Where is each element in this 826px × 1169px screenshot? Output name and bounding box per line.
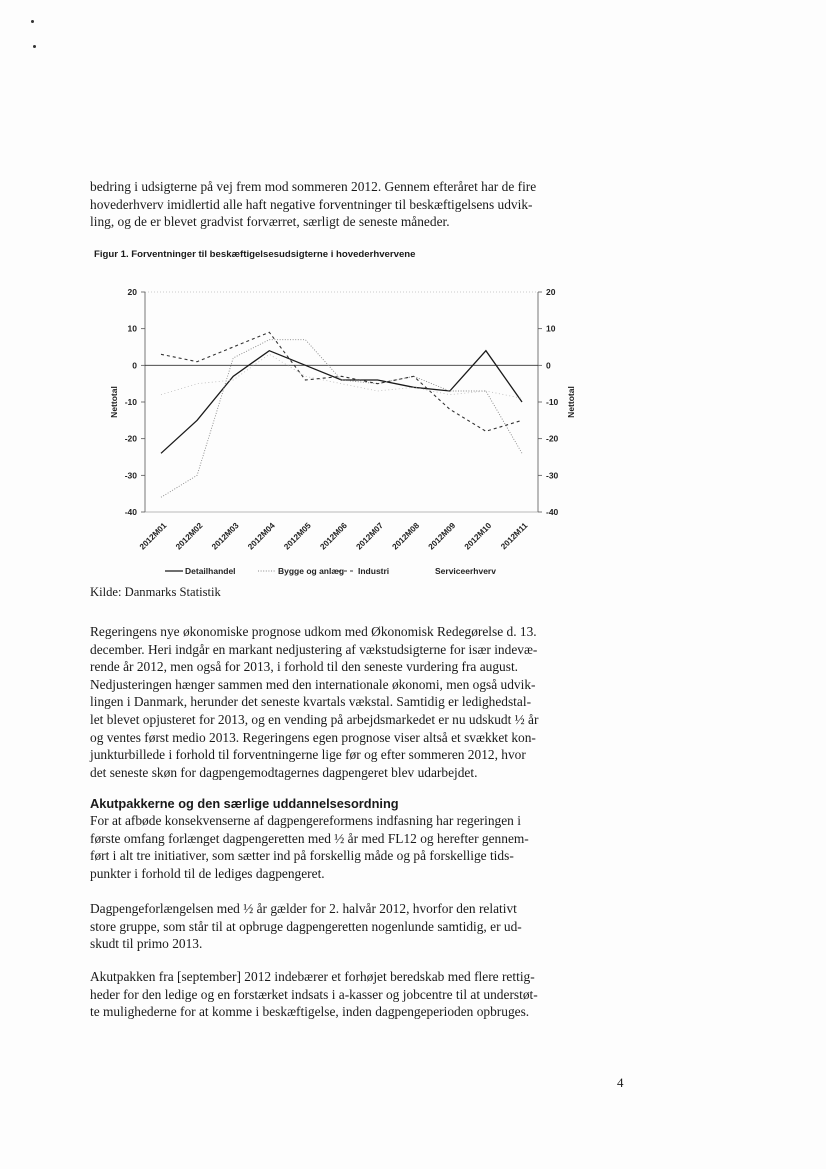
y-tick-label-right: -20 xyxy=(546,433,559,444)
text-line: store gruppe, som står til at opbruge dagpengeretten nogenlunde samtidig, er ud- xyxy=(90,918,522,934)
text-line: rende år 2012, men også for 2013, i forhold til den seneste vurdering fra august. xyxy=(90,659,519,675)
x-tick-label: 2012M07 xyxy=(354,521,386,552)
y-tick-label-left: -20 xyxy=(124,433,137,444)
y-tick-label-left: 0 xyxy=(132,360,137,371)
x-tick-label: 2012M06 xyxy=(318,521,349,552)
text-line: bedring i udsigterne på vej frem mod sommeren 2012. Gennem efteråret har de fire xyxy=(90,179,537,194)
x-tick-label: 2012M09 xyxy=(426,521,458,552)
text-line: let blevet opjusteret for 2013, og en vending på arbejdsmarkedet er nu udskudt ½ år xyxy=(90,711,539,727)
legend-label: Detailhandel xyxy=(185,566,236,576)
text-line: For at afbøde konsekvenserne af dagpengereformens indfasning har regeringen i xyxy=(90,813,521,828)
scan-speck xyxy=(33,45,36,48)
source-note: Kilde: Danmarks Statistik xyxy=(90,585,221,599)
x-tick-label: 2012M03 xyxy=(210,521,241,552)
intro-paragraph xyxy=(90,178,590,231)
akutpakke-paragraph xyxy=(90,968,590,1021)
text-line: junkturbillede i forhold til forventningerne lige før og efter sommeren 2012, hvor xyxy=(90,747,526,763)
legend-label: Industri xyxy=(358,566,390,576)
y-tick-label-right: 20 xyxy=(546,287,556,297)
x-tick-label: 2012M02 xyxy=(173,521,205,552)
page-number: 4 xyxy=(617,1075,624,1090)
scan-speck xyxy=(31,20,34,23)
text-line: Akutpakken fra [september] 2012 indebærer et forhøjet beredskab med flere rettig- xyxy=(90,969,535,984)
text-line: Regeringens nye økonomiske prognose udkom med Økonomisk Redegørelse d. 13. xyxy=(90,624,537,639)
y-tick-label-left: 10 xyxy=(127,323,137,334)
text-line: ling, og de er blevet gradvist forværret, særligt de seneste måneder. xyxy=(90,214,450,230)
measures-paragraph xyxy=(90,812,590,882)
y-tick-label-left: -40 xyxy=(124,507,137,517)
x-tick-label: 2012M11 xyxy=(499,521,530,552)
text-line: Nedjusteringen hænger sammen med den internationale økonomi, men også udvik- xyxy=(90,676,536,692)
text-line: hovederhverv imidlertid alle haft negative forventninger til beskæftigelsens udvik- xyxy=(90,196,533,212)
text-line: lingen i Danmark, herunder det seneste kvartals vækstal. Samtidig er ledighedstal- xyxy=(90,694,532,710)
x-tick-label: 2012M10 xyxy=(462,521,494,552)
series-line xyxy=(161,332,522,431)
y-axis-title-left: Nettotal xyxy=(109,386,119,418)
legend-label: Bygge og anlæg xyxy=(278,566,345,576)
y-tick-label-left: -30 xyxy=(124,470,137,481)
text-line: skudt til primo 2013. xyxy=(90,936,203,952)
x-tick-label: 2012M05 xyxy=(282,521,313,552)
text-line: heder for den ledige og en forstærket indsats i a-kasser og jobcentre til at understøt- xyxy=(90,986,538,1002)
series-line xyxy=(161,351,522,454)
y-tick-label-left: 20 xyxy=(127,287,137,297)
text-line: første omfang forlænget dagpengeretten med ½ år med FL12 og herefter gennem- xyxy=(90,830,529,846)
y-axis-title-right: Nettotal xyxy=(566,386,576,418)
x-tick-label: 2012M04 xyxy=(246,521,277,552)
text-line: Dagpengeforlængelsen med ½ år gælder for 2. halvår 2012, hvorfor den relativt xyxy=(90,901,517,916)
x-tick-label: 2012M01 xyxy=(137,521,169,552)
y-tick-label-right: -30 xyxy=(546,470,559,481)
series-line xyxy=(161,340,522,498)
y-tick-label-right: 10 xyxy=(546,323,556,334)
text-line: te mulighederne for at komme i beskæftigelse, inden dagpengeperioden opbruges. xyxy=(90,1004,530,1020)
text-line: punkter i forhold til de lediges dagpengeret. xyxy=(90,865,325,881)
extension-paragraph xyxy=(90,900,590,953)
text-line: december. Heri indgår en markant nedjustering af vækstudsigterne for især indevæ- xyxy=(90,641,538,657)
legend-label: Serviceerhverv xyxy=(435,566,496,576)
text-line: ført i alt tre initiativer, som sætter ind på forskellig måde og på forskellige tids- xyxy=(90,848,514,864)
y-tick-label-left: -10 xyxy=(124,397,137,407)
y-tick-label-right: -40 xyxy=(546,507,559,517)
line-chart xyxy=(90,280,590,585)
y-tick-label-right: 0 xyxy=(546,360,551,371)
section-heading: Akutpakkerne og den særlige uddannelsesordning xyxy=(90,796,399,811)
y-tick-label-right: -10 xyxy=(546,397,559,407)
text-line: det seneste skøn for dagpengemodtagernes dagpengeret blev udarbejdet. xyxy=(90,764,478,780)
x-tick-label: 2012M08 xyxy=(390,521,422,552)
forecast-paragraph xyxy=(90,623,590,781)
text-line: og ventes først medio 2013. Regeringens egen prognose viser altså et svækket kon- xyxy=(90,729,536,745)
figure-caption: Figur 1. Forventninger til beskæftigelsesudsigterne i hovederhvervene xyxy=(94,249,416,260)
